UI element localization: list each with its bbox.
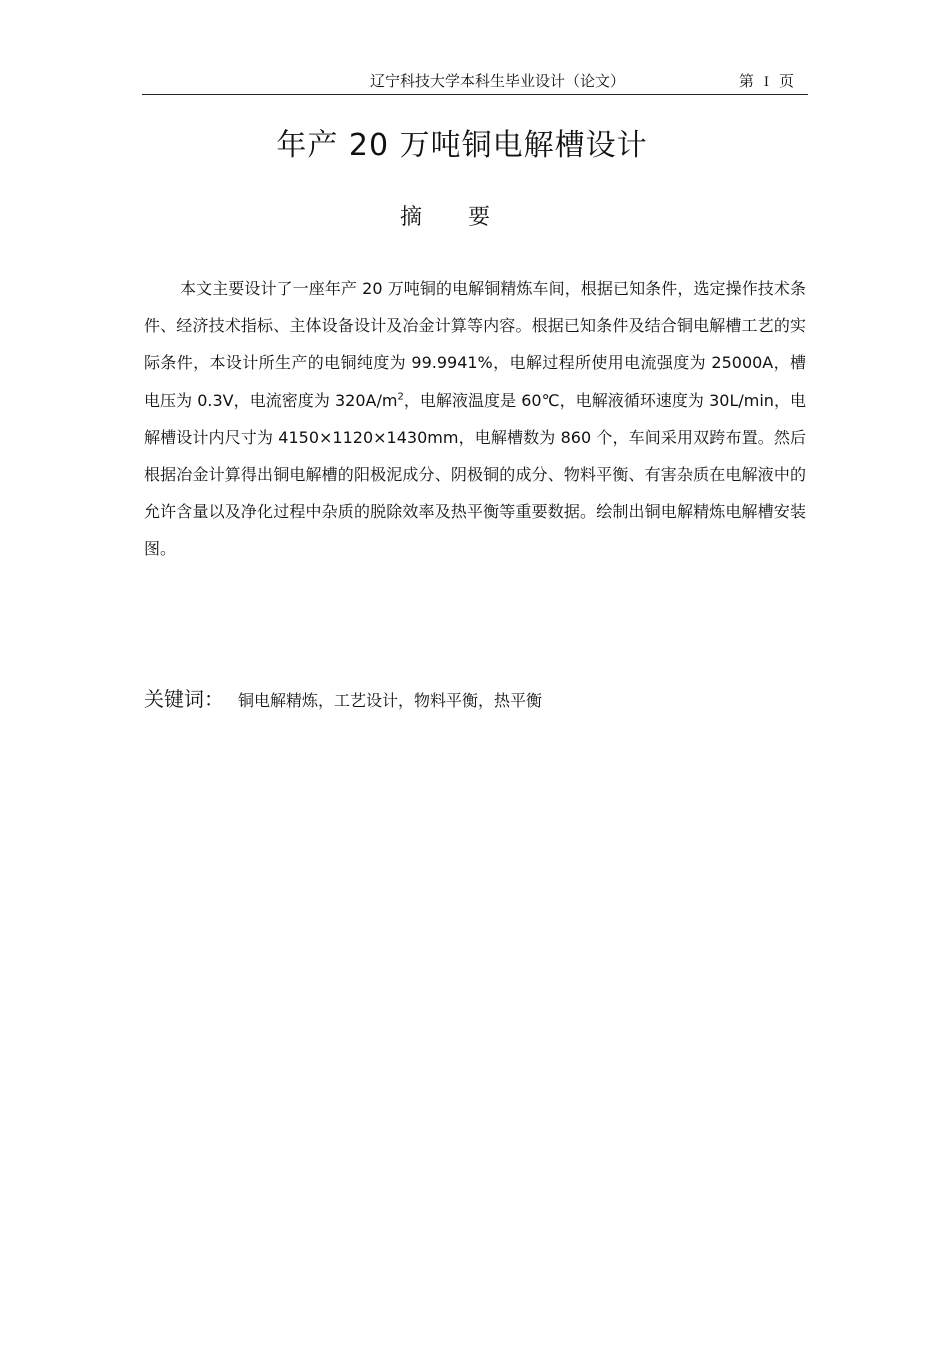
keywords-line bbox=[144, 683, 542, 712]
keywords-label: 关键词： bbox=[144, 687, 224, 711]
page-header bbox=[142, 68, 808, 95]
page-prefix: 第 bbox=[738, 72, 754, 90]
abstract-body bbox=[144, 270, 806, 568]
unit-superscript: 2 bbox=[397, 391, 404, 403]
page-suffix: 页 bbox=[778, 72, 794, 90]
page-number: I bbox=[763, 75, 769, 90]
abstract-text-part2: ，电解液温度是 60℃，电解液循环速度为 30L/min，电解槽设计内尺寸为 4150×1120×1430mm，电解槽数为 860 个，车间采用双跨布置。然后根据冶金计算得出铜电解槽的阳极泥成分、阴极铜的成分、物料平衡、有害杂质在电解液中的允许含量以及净化过程中杂质的脱除效率及热平衡等重要数据。绘制出铜电解精炼电解槽安装图。 bbox=[144, 390, 806, 559]
abstract-text-part1: 本文主要设计了一座年产 20 万吨铜的电解铜精炼车间，根据已知条件，选定操作技术条件、经济技术指标、主体设备设计及冶金计算等内容。根据已知条件及结合铜电解槽工艺的实际条件，本设计所生产的电铜纯度为 99.9941%，电解过程所使用电流强度为 25000A，槽电压为 0.3V，电流密度为 320A/m bbox=[144, 279, 806, 410]
abstract-heading: 摘要 bbox=[399, 205, 536, 230]
header-page-indicator bbox=[739, 70, 794, 91]
header-title: 辽宁科技大学本科生毕业设计（论文） bbox=[370, 72, 626, 90]
keywords-text: 铜电解精炼，工艺设计，物料平衡，热平衡 bbox=[238, 691, 543, 710]
document-title: 年产 20 万吨铜电解槽设计 bbox=[276, 128, 648, 163]
